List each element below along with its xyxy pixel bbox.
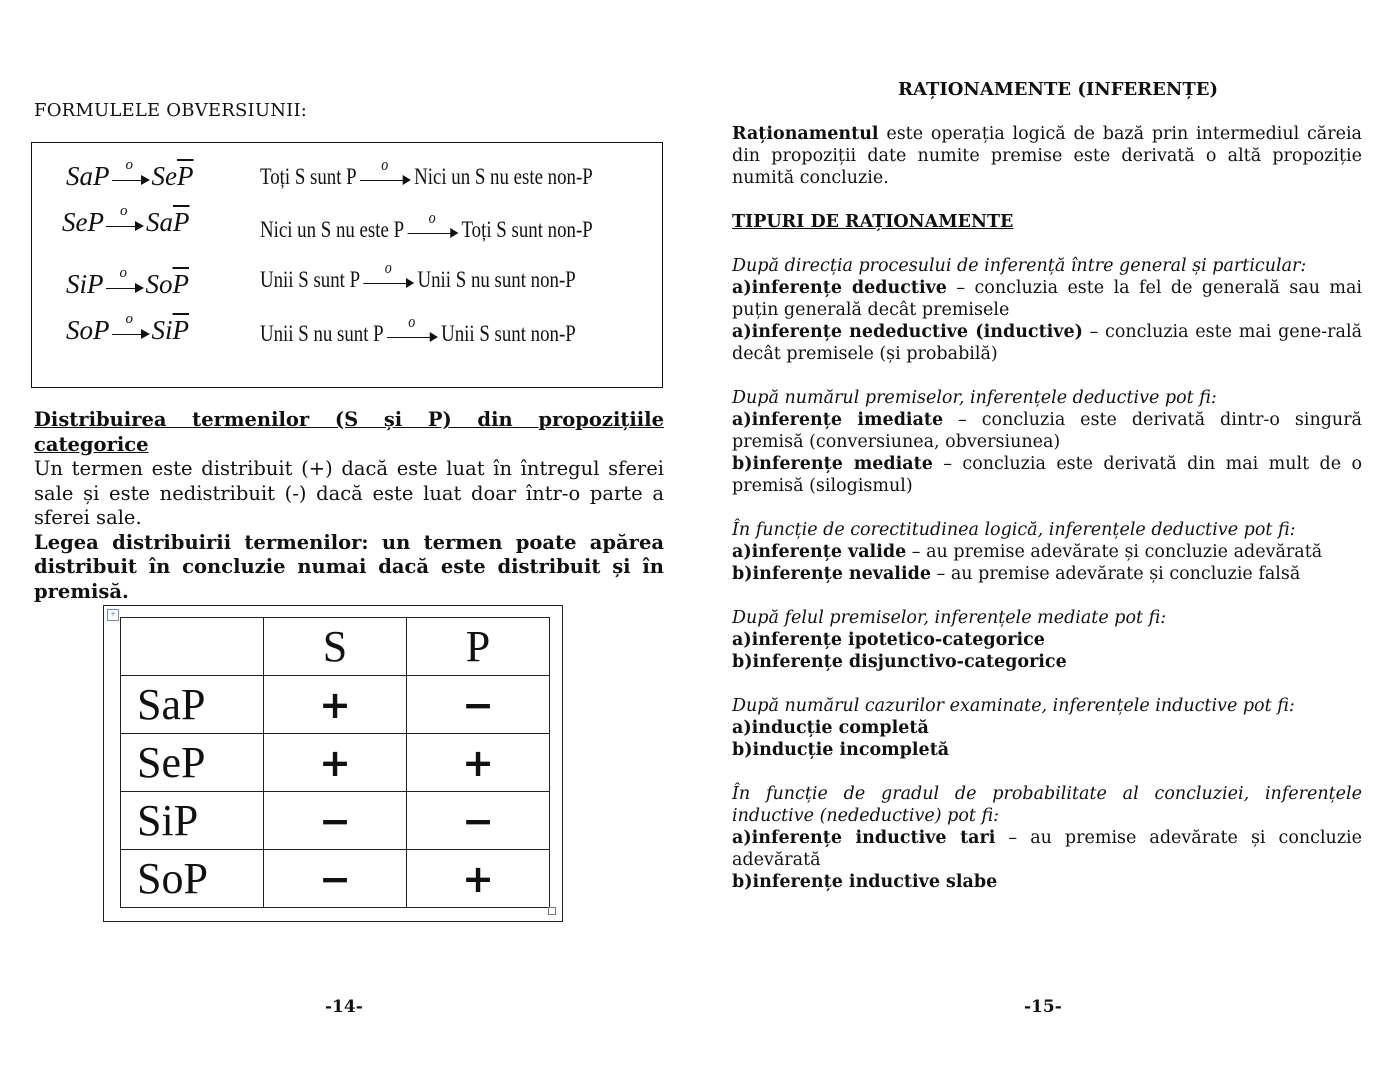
distribution-table — [120, 617, 550, 908]
list-item: a)inferențe imediate – concluzia este derivată dintr-o singură premisă (conversiunea, obversiunea) — [732, 410, 1362, 452]
formula-text: Unii S nu sunt P o Unii S sunt non-P — [260, 311, 576, 346]
s-distribution: − — [264, 850, 407, 908]
table-header-row — [121, 618, 550, 676]
page-title: RAȚIONAMENTE (INFERENȚE) — [898, 79, 1218, 100]
section-lead: După felul premiselor, inferențele mediate pot fi: — [732, 608, 1167, 628]
table-header-cell: P — [407, 618, 550, 676]
section-lead: În funcție de gradul de probabilitate al concluziei, inferențele inductive (nedeductive) pot fi: — [732, 784, 1362, 826]
list-item: b)inferențe nevalide – au premise adevărate și concluzie falsă — [732, 564, 1301, 584]
table-row — [121, 850, 550, 908]
s-distribution: + — [264, 676, 407, 734]
distribution-title: Distribuirea termenilor (S și P) din propozițiile categorice — [34, 408, 664, 456]
table-header-cell: S — [264, 618, 407, 676]
obversion-arrow-icon: o — [106, 277, 144, 297]
list-item: a)inferențe ipotetico-categorice — [732, 630, 1045, 650]
formula-text: Nici un S nu este P o Toți S sunt non-P — [260, 207, 593, 242]
obversion-arrow-icon: o — [407, 222, 458, 242]
list-item: b)inferențe mediate – concluzia este derivată din mai mult de o premisă (silogismul) — [732, 454, 1362, 496]
table-move-handle-icon[interactable]: + — [107, 609, 119, 621]
formula-row — [32, 257, 662, 309]
obversion-arrow-icon: o — [363, 272, 414, 292]
right-page — [698, 0, 1397, 1080]
section-lead: După direcția procesului de inferență între general și particular: — [732, 256, 1307, 276]
list-item: a)inferențe valide – au premise adevărate și concluzie adevărată — [732, 542, 1323, 562]
formula-symbolic: SeP o $Sa\overline{P}$ — [62, 202, 190, 237]
p-distribution: + — [407, 850, 550, 908]
obversion-arrow-icon: o — [106, 215, 144, 235]
inference-content — [732, 123, 1362, 893]
formula-symbolic: SaP o $Se\overline{P}$ — [66, 156, 194, 191]
row-label: SoP — [121, 850, 264, 908]
list-item: b)inducție incompletă — [732, 740, 950, 760]
table-row — [121, 792, 550, 850]
table-row — [121, 676, 550, 734]
section-subtitle: TIPURI DE RAȚIONAMENTE — [732, 212, 1014, 232]
formula-text: Toți S sunt P o Nici un S nu este non-P — [260, 154, 593, 189]
list-item: a)inferențe deductive – concluzia este la fel de generală sau mai puțin generală decât premisele — [732, 278, 1362, 320]
section-lead: După numărul cazurilor examinate, inferențele inductive pot fi: — [732, 696, 1295, 716]
distribution-table-frame — [103, 605, 563, 922]
distribution-law: Legea distribuirii termenilor: un termen poate apărea distribuit în concluzie numai dacă este distribuit și în premisă. — [34, 530, 664, 603]
formule-heading: FORMULELE OBVERSIUNII: — [34, 100, 308, 121]
formula-symbolic: SiP o $So\overline{P}$ — [66, 264, 189, 299]
section-lead: În funcție de corectitudinea logică, inferențele deductive pot fi: — [732, 520, 1296, 540]
page-number: -15- — [1024, 997, 1062, 1017]
formula-row — [32, 310, 662, 355]
list-item: a)inferențe inductive tari – au premise adevărate și concluzie adevărată — [732, 828, 1363, 870]
formule-box — [31, 142, 663, 388]
section-lead: După numărul premiselor, inferențele deductive pot fi: — [732, 388, 1217, 408]
formula-row — [32, 202, 662, 247]
table-header-cell — [121, 618, 264, 676]
obversion-arrow-icon: o — [387, 326, 438, 346]
p-distribution: + — [407, 734, 550, 792]
obversion-arrow-icon: o — [112, 169, 150, 189]
row-label: SaP — [121, 676, 264, 734]
p-distribution: − — [407, 792, 550, 850]
formula-row — [32, 154, 662, 201]
table-resize-handle[interactable] — [548, 907, 556, 915]
left-page — [0, 0, 698, 1080]
list-item: b)inferențe inductive slabe — [732, 872, 998, 892]
row-label: SiP — [121, 792, 264, 850]
obversion-arrow-icon: o — [360, 169, 411, 189]
s-distribution: − — [264, 792, 407, 850]
row-label: SeP — [121, 734, 264, 792]
s-distribution: + — [264, 734, 407, 792]
distribution-text: Un termen este distribuit (+) dacă este luat în întregul sferei sale și este nedistribuit (-) dacă este luat doar într-o parte a sferei sale. — [34, 457, 664, 529]
formula-text: Unii S sunt P o Unii S nu sunt non-P — [260, 257, 576, 292]
distribution-section — [34, 408, 664, 604]
intro-paragraph: Raționamentul este operația logică de bază prin intermediul căreia din propoziții date numite premise este derivată o altă propoziție numită concluzie. — [732, 124, 1362, 188]
page-number: -14- — [325, 997, 363, 1017]
p-distribution: − — [407, 676, 550, 734]
formula-symbolic: SoP o $Si\overline{P}$ — [66, 310, 190, 345]
list-item: a)inducție completă — [732, 718, 929, 738]
list-item: a)inferențe nedeductive (inductive) – concluzia este mai gene-rală decât premisele (și probabilă) — [732, 322, 1362, 364]
obversion-arrow-icon: o — [112, 323, 150, 343]
list-item: b)inferențe disjunctivo-categorice — [732, 652, 1067, 672]
table-row — [121, 734, 550, 792]
